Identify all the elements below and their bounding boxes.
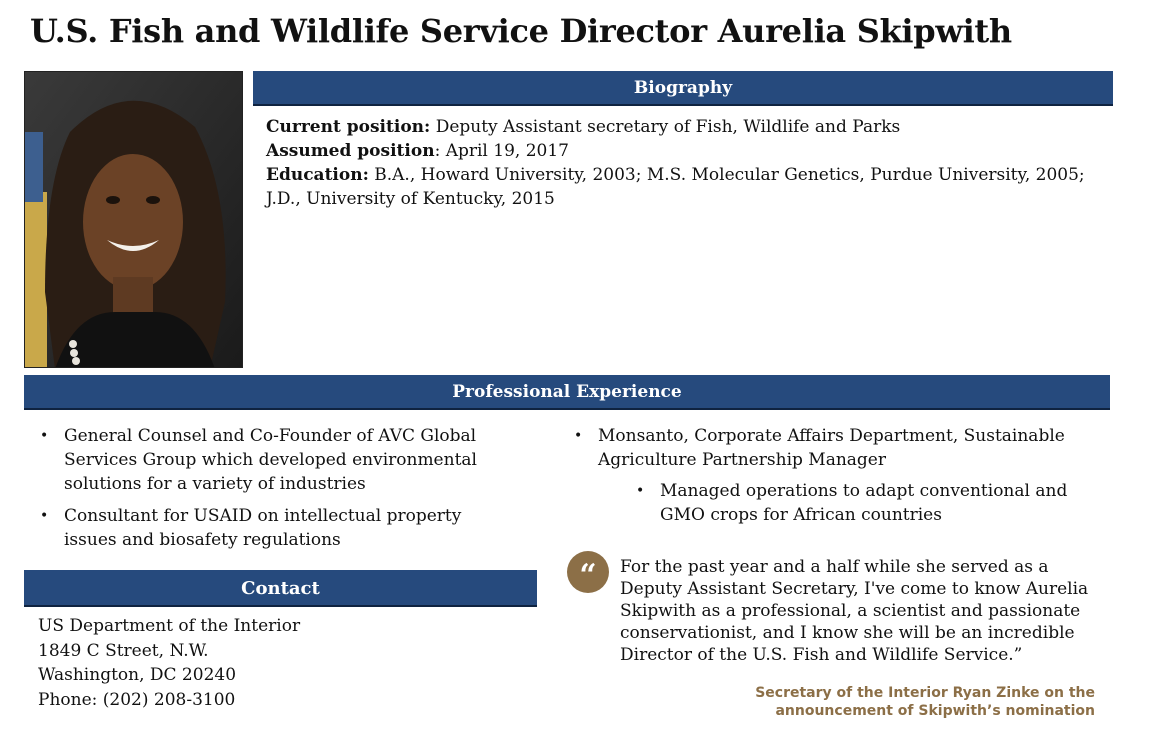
- page-title: U.S. Fish and Wildlife Service Director Aurelia Skipwith: [30, 12, 1012, 50]
- assumed-position-value: : April 19, 2017: [434, 141, 569, 161]
- experience-sublist: [636, 479, 1106, 535]
- professional-experience-header: Professional Experience: [24, 375, 1110, 410]
- current-position-label: Current position:: [266, 117, 431, 137]
- experience-item: • General Counsel and Co-Founder of AVC Global Services Group which developed environmental solutions for a variety of industries: [40, 424, 510, 496]
- biography-header: Biography: [253, 71, 1113, 106]
- contact-street: 1849 C Street, N.W.: [38, 640, 209, 661]
- assumed-position-label: Assumed position: [266, 141, 435, 161]
- education-label: Education:: [266, 165, 369, 185]
- biography-section: [266, 115, 1096, 211]
- experience-list-left: [40, 424, 510, 560]
- portrait-photo: [24, 71, 243, 368]
- experience-list-right: [574, 424, 1094, 480]
- contact-organization: US Department of the Interior: [38, 616, 301, 636]
- education: [266, 163, 1096, 211]
- quote-text: For the past year and a half while she served as a Deputy Assistant Secretary, I've come to know Aurelia Skipwith as a professional, a scientist and passionate conservationist, and I know she will be an incredible Director of the U.S. Fish and Wildlife Service.”: [620, 557, 1089, 665]
- experience-subitem: • Managed operations to adapt conventional and GMO crops for African countries: [636, 479, 1106, 527]
- assumed-position: [266, 139, 1096, 163]
- experience-item: • Monsanto, Corporate Affairs Department, Sustainable Agriculture Partnership Manager: [574, 424, 1094, 472]
- experience-item: • Consultant for USAID on intellectual property issues and biosafety regulations: [40, 504, 510, 552]
- current-position-value: Deputy Assistant secretary of Fish, Wildlife and Parks: [430, 117, 901, 137]
- contact-header: Contact: [24, 570, 537, 607]
- current-position: [266, 115, 1096, 139]
- quote-attribution: [675, 684, 1095, 720]
- contact-city: Washington, DC 20240: [38, 665, 237, 685]
- contact-block: [38, 614, 300, 712]
- education-value: B.A., Howard University, 2003; M.S. Molecular Genetics, Purdue University, 2005; J.D., University of Kentucky, 2015: [266, 165, 1085, 209]
- quote-icon: “: [567, 551, 609, 593]
- contact-phone: Phone: (202) 208-3100: [38, 689, 236, 710]
- attribution-line: announcement of Skipwith’s nomination: [775, 703, 1095, 719]
- attribution-line: Secretary of the Interior Ryan Zinke on the: [755, 685, 1095, 701]
